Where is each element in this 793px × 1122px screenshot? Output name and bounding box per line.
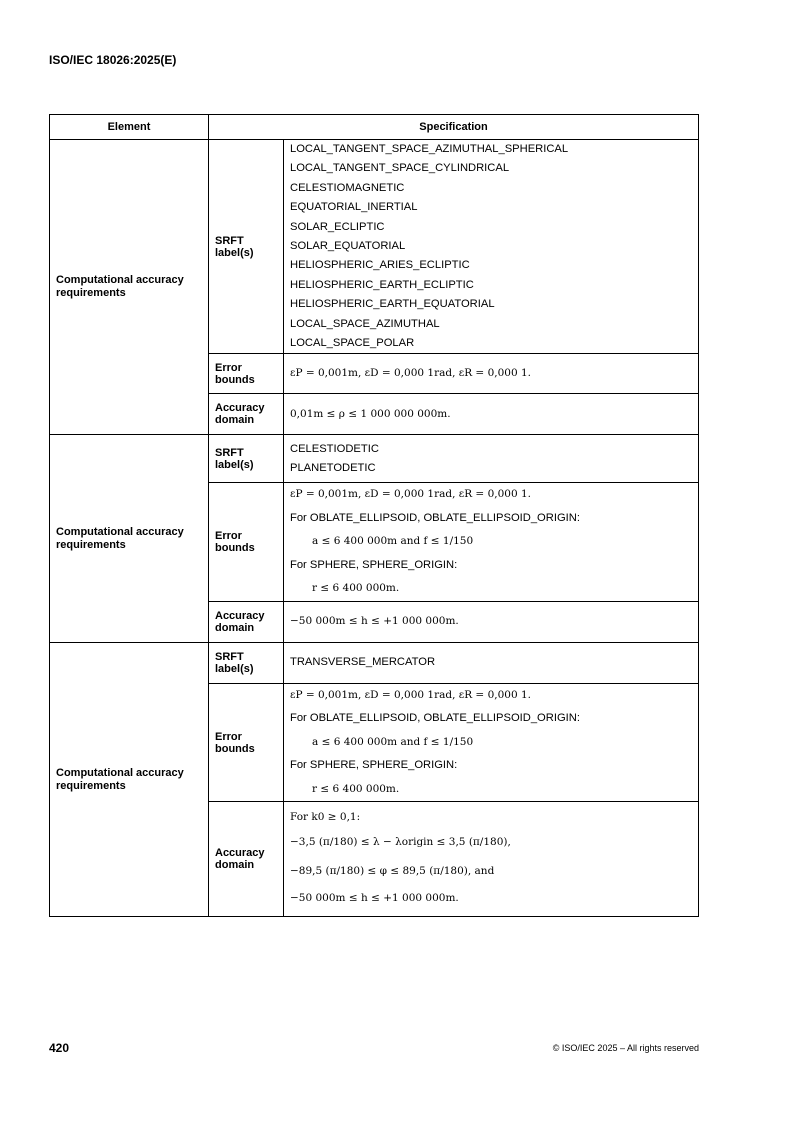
- srft-value: LOCAL_TANGENT_SPACE_AZIMUTHAL_SPHERICAL: [290, 143, 569, 155]
- srft-value: HELIOSPHERIC_EARTH_ECLIPTIC: [290, 278, 474, 291]
- error-bounds-value: For SPHERE, SPHERE_ORIGIN:: [290, 558, 458, 571]
- table-row: [50, 435, 699, 483]
- accuracy-domain-label: Accuracy domain: [209, 394, 284, 435]
- accuracy-domain-values: [284, 601, 699, 642]
- specification-table: [49, 114, 699, 917]
- error-bounds-value: For SPHERE, SPHERE_ORIGIN:: [290, 759, 458, 772]
- srft-value: CELESTIOMAGNETIC: [290, 181, 405, 194]
- error-bounds-value: εP = 0,001m, εD = 0,000 1rad, εR = 0,000 1.: [290, 488, 531, 501]
- srft-value: LOCAL_SPACE_AZIMUTHAL: [290, 317, 440, 330]
- accuracy-domain-values: [284, 802, 699, 917]
- error-bounds-value: a ≤ 6 400 000m and f ≤ 1/150: [312, 735, 474, 748]
- srft-value: SOLAR_EQUATORIAL: [290, 240, 406, 253]
- error-bounds-values: [284, 354, 699, 394]
- accuracy-domain-label: Accuracy domain: [209, 802, 284, 917]
- table-row: [50, 642, 699, 683]
- error-bounds-values: [284, 683, 699, 802]
- document-id: ISO/IEC 18026:2025(E): [49, 53, 177, 67]
- srft-label: SRFT label(s): [209, 435, 284, 483]
- srft-value: PLANETODETIC: [290, 461, 376, 474]
- accuracy-domain-value: −89,5 (π/180) ≤ φ ≤ 89,5 (π/180), and: [290, 865, 495, 878]
- element-cell: Computational accuracy requirements: [50, 642, 209, 917]
- table-header-row: [50, 115, 699, 140]
- table-row: [50, 140, 699, 354]
- element-cell: Computational accuracy requirements: [50, 435, 209, 643]
- error-bounds-value: r ≤ 6 400 000m.: [312, 582, 400, 595]
- error-bounds-value: For OBLATE_ELLIPSOID, OBLATE_ELLIPSOID_ORIGIN:: [290, 511, 580, 524]
- error-bounds-label: Error bounds: [209, 483, 284, 602]
- srft-value: CELESTIODETIC: [290, 442, 379, 455]
- accuracy-domain-value: −50 000m ≤ h ≤ +1 000 000m.: [290, 892, 459, 905]
- srft-label: SRFT label(s): [209, 140, 284, 354]
- srft-value: SOLAR_ECLIPTIC: [290, 220, 385, 233]
- error-bounds-value: For OBLATE_ELLIPSOID, OBLATE_ELLIPSOID_ORIGIN:: [290, 712, 580, 725]
- error-bounds-value: εP = 0,001m, εD = 0,000 1rad, εR = 0,000 1.: [290, 688, 531, 701]
- accuracy-domain-value: −3,5 (π/180) ≤ λ − λorigin ≤ 3,5 (π/180),: [290, 836, 511, 849]
- error-bounds-label: Error bounds: [209, 354, 284, 394]
- page-number: 420: [49, 1041, 70, 1055]
- accuracy-domain-value: For k0 ≥ 0,1:: [290, 811, 361, 824]
- srft-values: [284, 642, 699, 683]
- srft-values: [284, 140, 699, 354]
- srft-value: EQUATORIAL_INERTIAL: [290, 201, 418, 214]
- accuracy-domain-values: [284, 394, 699, 435]
- column-header-specification: Specification: [209, 115, 699, 140]
- srft-value: LOCAL_SPACE_POLAR: [290, 337, 415, 350]
- element-cell: Computational accuracy requirements: [50, 140, 209, 435]
- srft-value: TRANSVERSE_MERCATOR: [290, 656, 436, 669]
- error-bounds-values: [284, 483, 699, 602]
- srft-label: SRFT label(s): [209, 642, 284, 683]
- error-bounds-value: r ≤ 6 400 000m.: [312, 782, 400, 795]
- accuracy-domain-value: −50 000m ≤ h ≤ +1 000 000m.: [290, 615, 459, 628]
- copyright-notice: © ISO/IEC 2025 – All rights reserved: [552, 1043, 699, 1053]
- error-bounds-value: εP = 0,001m, εD = 0,000 1rad, εR = 0,000 1.: [290, 367, 531, 380]
- accuracy-domain-value: 0,01m ≤ ρ ≤ 1 000 000 000m.: [290, 407, 451, 420]
- srft-value: LOCAL_TANGENT_SPACE_CYLINDRICAL: [290, 162, 510, 175]
- srft-values: [284, 435, 699, 483]
- srft-value: HELIOSPHERIC_EARTH_EQUATORIAL: [290, 298, 495, 311]
- error-bounds-value: a ≤ 6 400 000m and f ≤ 1/150: [312, 535, 474, 548]
- accuracy-domain-label: Accuracy domain: [209, 601, 284, 642]
- srft-value: HELIOSPHERIC_ARIES_ECLIPTIC: [290, 259, 470, 272]
- error-bounds-label: Error bounds: [209, 683, 284, 802]
- column-header-element: Element: [50, 115, 209, 140]
